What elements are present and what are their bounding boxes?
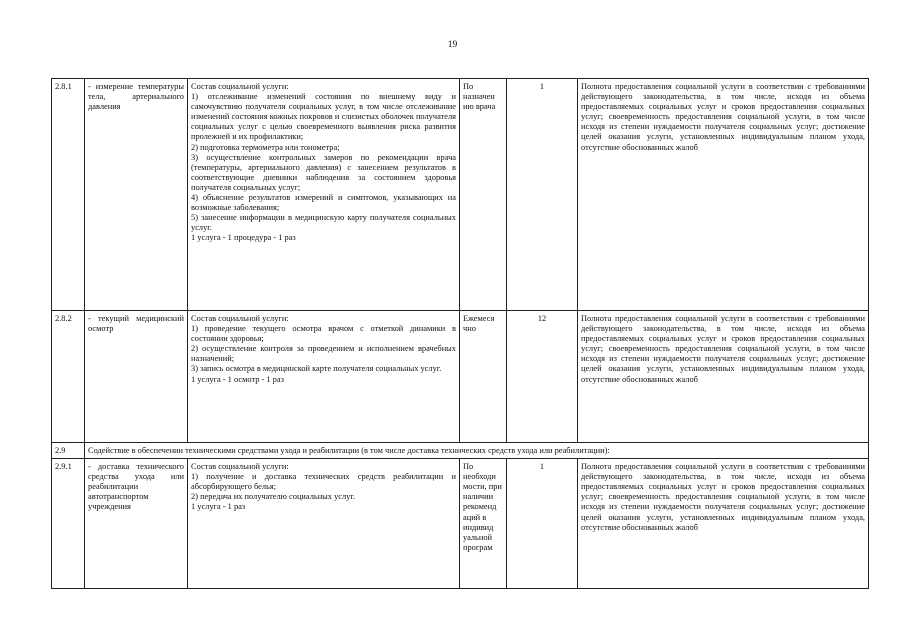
service-name: - измерение температуры тела, артериального давления xyxy=(85,79,188,311)
description-line: 3) запись осмотра в медицинской карте получателя социальных услуг. xyxy=(191,364,442,374)
quality-criteria: Полнота предоставления социальной услуги в соответствии с требованиями действующего законодательства, в том числе, исходя из объема предоставляемых социальных услуг и сроков предоставления социальных услуг; своевременность предоставления социальной услуги, в том числе исходя из степени нуждаемости получателя социальных услуг; достижение целей оказания услуги, установленных индивидуальным планом ухода, отсутствие обоснованных жалоб xyxy=(578,459,869,589)
row-number: 2.8.1 xyxy=(52,79,85,311)
service-period: Ежемеся чно xyxy=(460,311,507,443)
description-line: 1) получение и доставка технических средств реабилитации и абсорбирующего белья; xyxy=(191,472,456,492)
description-line: 1) проведение текущего осмотра врачом с отметкой динамики в состоянии здоровья; xyxy=(191,324,456,344)
description-line: Состав социальной услуги: xyxy=(191,82,289,91)
service-description xyxy=(188,459,460,589)
section-title: Содействие в обеспечении техническими средствами ухода и реабилитации (в том числе доставка технических средств ухода или реабилитации): xyxy=(85,443,869,459)
description-line: 3) осуществление контрольных замеров по рекомендации врача (температуры, артериального давления) с занесением результатов в соответствующие дневники наблюдения за состоянием здоровья получателя социальных услуг; xyxy=(191,152,456,192)
row-number: 2.9.1 xyxy=(52,459,85,589)
description-line: 4) объяснение результатов измерений и симптомов, указывающих на возможные заболевания; xyxy=(191,193,456,213)
description-line: 1) отслеживание изменений состояния по внешнему виду и самочувствию получателя социальных услуг, в том числе отслеживание изменений состояния кожных покровов и слизистых оболочек получателя социальных услуг с целью своевременного выявления риска развития пролежней и их профилактики; xyxy=(191,92,456,142)
description-line: 1 услуга - 1 процедура - 1 раз xyxy=(191,233,296,243)
section-row xyxy=(52,443,869,459)
description-line: Состав социальной услуги: xyxy=(191,462,289,472)
description-line: 1 услуга - 1 осмотр - 1 раз xyxy=(191,374,284,384)
description-line: 1 услуга - 1 раз xyxy=(191,502,246,512)
table-row xyxy=(52,459,869,589)
service-count: 1 xyxy=(507,79,578,311)
service-period: По необходи мости, при наличии рекоменд аций в индивид уальной програм xyxy=(460,459,507,589)
services-table xyxy=(51,78,869,589)
section-number: 2.9 xyxy=(52,443,85,459)
service-name: - доставка технического средства ухода или реабилитации автотранспортом учреждения xyxy=(85,459,188,589)
description-line: 5) занесение информации в медицинскую карту получателя социальных услуг. xyxy=(191,213,456,233)
service-description xyxy=(188,311,460,443)
description-line: 2) подготовка термометра или тонометра; xyxy=(191,142,340,152)
table-row xyxy=(52,311,869,443)
quality-criteria: Полнота предоставления социальной услуги в соответствии с требованиями действующего законодательства, в том числе, исходя из объема предоставляемых социальных услуг и сроков предоставления социальных услуг; своевременность предоставления социальной услуги, в том числе исходя из степени нуждаемости получателя социальных услуг; достижение целей оказания услуги, установленных индивидуальным планом ухода, отсутствие обоснованных жалоб xyxy=(578,79,869,311)
service-count: 12 xyxy=(507,311,578,443)
page-number: 19 xyxy=(447,40,458,50)
service-count: 1 xyxy=(507,459,578,589)
description-line: Состав социальной услуги: xyxy=(191,314,289,323)
service-period: По назначен ию врача xyxy=(460,79,507,311)
service-name: - текущий медицинский осмотр xyxy=(85,311,188,443)
quality-criteria: Полнота предоставления социальной услуги в соответствии с требованиями действующего законодательства, в том числе, исходя из объема предоставляемых социальных услуг и сроков предоставления социальных услуг; своевременность предоставления социальной услуги, в том числе исходя из степени нуждаемости получателя социальных услуг; достижение целей оказания услуги, установленных индивидуальным планом ухода, отсутствие обоснованных жалоб xyxy=(578,311,869,443)
description-line: 2) осуществление контроля за проведением и исполнением врачебных назначений; xyxy=(191,344,456,364)
table-row xyxy=(52,79,869,311)
service-description xyxy=(188,79,460,311)
row-number: 2.8.2 xyxy=(52,311,85,443)
description-line: 2) передача их получателю социальных услуг. xyxy=(191,492,355,502)
